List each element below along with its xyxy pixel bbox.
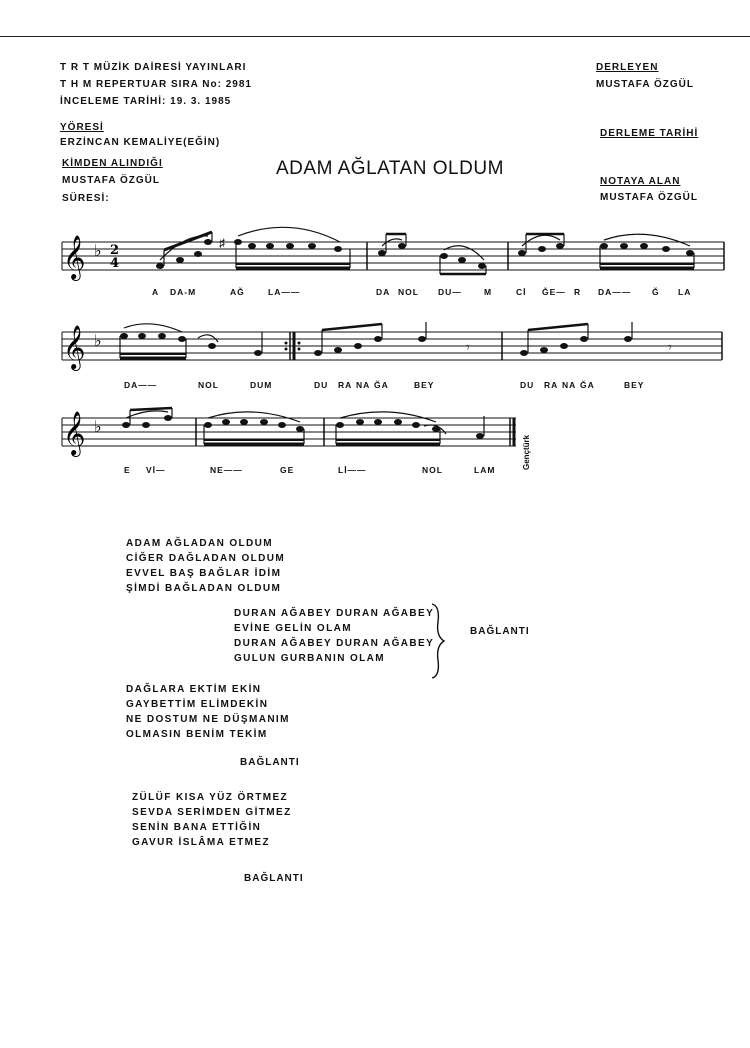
publisher-line: T R T MÜZİK DAİRESİ YAYINLARI xyxy=(60,62,247,73)
lyric-syllable: GE xyxy=(280,465,295,475)
lyric-syllable: LA xyxy=(678,287,692,297)
notes-group-3 xyxy=(122,415,484,439)
stanza-line: GAYBETTİM ELİMDEKİN xyxy=(126,699,269,710)
stanza-line: DAĞLARA EKTİM EKİN xyxy=(126,684,262,695)
lyric-syllable: NE—— xyxy=(210,465,243,475)
stanza-2 xyxy=(126,682,290,742)
stanza-line: DURAN AĞABEY DURAN AĞABEY xyxy=(234,638,435,649)
publisher-mark: Gençtürk xyxy=(522,434,531,470)
lyric-syllable: NOL xyxy=(198,380,219,390)
sharp-sign-icon: ♯ xyxy=(219,236,225,250)
stanza-line: SENİN BANA ETTİĞİN xyxy=(132,822,262,833)
flat-sign-icon: ♭ xyxy=(94,241,102,260)
lyric-syllable: RA xyxy=(338,380,353,390)
lyric-syllable: DA xyxy=(376,287,391,297)
notaya-alan-value: MUSTAFA ÖZGÜL xyxy=(600,192,698,203)
lyric-syllable: DUM xyxy=(250,380,273,390)
staff-2 xyxy=(0,316,750,376)
lyric-syllable: BEY xyxy=(624,380,645,390)
lyric-syllable: NOL xyxy=(422,465,443,475)
staff-3 xyxy=(0,404,750,464)
derleme-tarihi-label: DERLEME TARİHİ xyxy=(600,128,699,139)
time-signature-bottom: 4 xyxy=(110,256,120,271)
lyric-syllable: Cİ xyxy=(516,287,527,297)
derleyen-label: DERLEYEN xyxy=(596,62,659,73)
flat-sign-icon: ♭ xyxy=(94,331,102,350)
baglanti-label: BAĞLANTI xyxy=(470,626,530,637)
baglanti-label: BAĞLANTI xyxy=(244,873,304,884)
kimden-label: KİMDEN ALINDIĞI xyxy=(62,158,163,169)
stanza-line: ZÜLÜF KISA YÜZ ÖRTMEZ xyxy=(132,792,289,803)
lyric-syllable: M xyxy=(484,287,493,297)
yoresi-value: ERZİNCAN KEMALİYE(EĞİN) xyxy=(60,137,221,148)
stanza-3 xyxy=(132,790,292,850)
stanza-line: CİĞER DAĞLADAN OLDUM xyxy=(126,553,286,564)
lyric-syllable: DA—— xyxy=(124,380,158,390)
lyric-syllable: ĞE— xyxy=(542,287,566,297)
stanza-line: EVİNE GELİN OLAM xyxy=(234,623,352,634)
stanza-line: NE DOSTUM NE DÜŞMANIM xyxy=(126,714,290,725)
lyric-syllable: ĞA xyxy=(374,380,389,390)
suresi-label: SÜRESİ: xyxy=(62,193,110,204)
flat-sign-icon: ♭ xyxy=(94,417,102,436)
lyric-syllable: Vİ— xyxy=(146,465,166,475)
lyric-syllable: A xyxy=(152,287,160,297)
time-signature-top: 2 xyxy=(110,243,120,258)
lyric-syllable: ĞA xyxy=(580,380,595,390)
rest-icon: 𝄾 xyxy=(668,339,672,355)
lyric-syllable: NA xyxy=(562,380,577,390)
stanza-line: ADAM AĞLADAN OLDUM xyxy=(126,538,274,549)
baglanti-label: BAĞLANTI xyxy=(240,757,300,768)
yoresi-label: YÖRESİ xyxy=(60,122,104,133)
lyric-syllable: DU xyxy=(520,380,535,390)
rest-icon: 𝄾 xyxy=(466,339,470,355)
review-date: İNCELEME TARİHİ: 19. 3. 1985 xyxy=(60,96,232,107)
page-title: ADAM AĞLATAN OLDUM xyxy=(276,158,504,179)
derleyen-value: MUSTAFA ÖZGÜL xyxy=(596,79,694,90)
staff-1 xyxy=(0,222,750,282)
kimden-value: MUSTAFA ÖZGÜL xyxy=(62,175,160,186)
refrain-brace xyxy=(430,602,450,680)
stanza-line: ŞİMDİ BAĞLADAN OLDUM xyxy=(126,583,282,594)
lyric-syllable: DU xyxy=(314,380,329,390)
stanza-1 xyxy=(126,536,285,596)
top-rule xyxy=(0,36,750,37)
stanza-line: EVVEL BAŞ BAĞLAR İDİM xyxy=(126,568,282,579)
lyric-syllable: Lİ—— xyxy=(338,465,367,475)
lyric-syllable: NA xyxy=(356,380,371,390)
lyric-syllable: R xyxy=(574,287,582,297)
lyric-syllable: DA—— xyxy=(598,287,632,297)
lyric-syllable: LAM xyxy=(474,465,496,475)
lyric-syllable: RA xyxy=(544,380,559,390)
treble-clef-icon: 𝄞 xyxy=(63,235,86,279)
notaya-alan-label: NOTAYA ALAN xyxy=(600,176,681,187)
stanza-line: GAVUR İSLÂMA ETMEZ xyxy=(132,837,270,848)
lyric-syllable: AĞ xyxy=(230,287,245,297)
lyric-syllable: E xyxy=(124,465,131,475)
stanza-line: GULUN GURBANIN OLAM xyxy=(234,653,386,664)
treble-clef-icon: 𝄞 xyxy=(63,411,86,455)
lyric-syllable: Ğ xyxy=(652,287,660,297)
stanza-line: OLMASIN BENİM TEKİM xyxy=(126,729,268,740)
repertoire-number: T H M REPERTUAR SIRA No: 2981 xyxy=(60,79,252,90)
lyric-syllable: LA—— xyxy=(268,287,301,297)
lyric-syllable: DU— xyxy=(438,287,462,297)
lyric-syllable: BEY xyxy=(414,380,435,390)
stanza-line: DURAN AĞABEY DURAN AĞABEY xyxy=(234,608,435,619)
treble-clef-icon: 𝄞 xyxy=(63,325,86,369)
stanza-line: SEVDA SERİMDEN GİTMEZ xyxy=(132,807,292,818)
refrain xyxy=(234,606,434,666)
lyric-syllable: NOL xyxy=(398,287,419,297)
lyric-syllable: DA-M xyxy=(170,287,197,297)
